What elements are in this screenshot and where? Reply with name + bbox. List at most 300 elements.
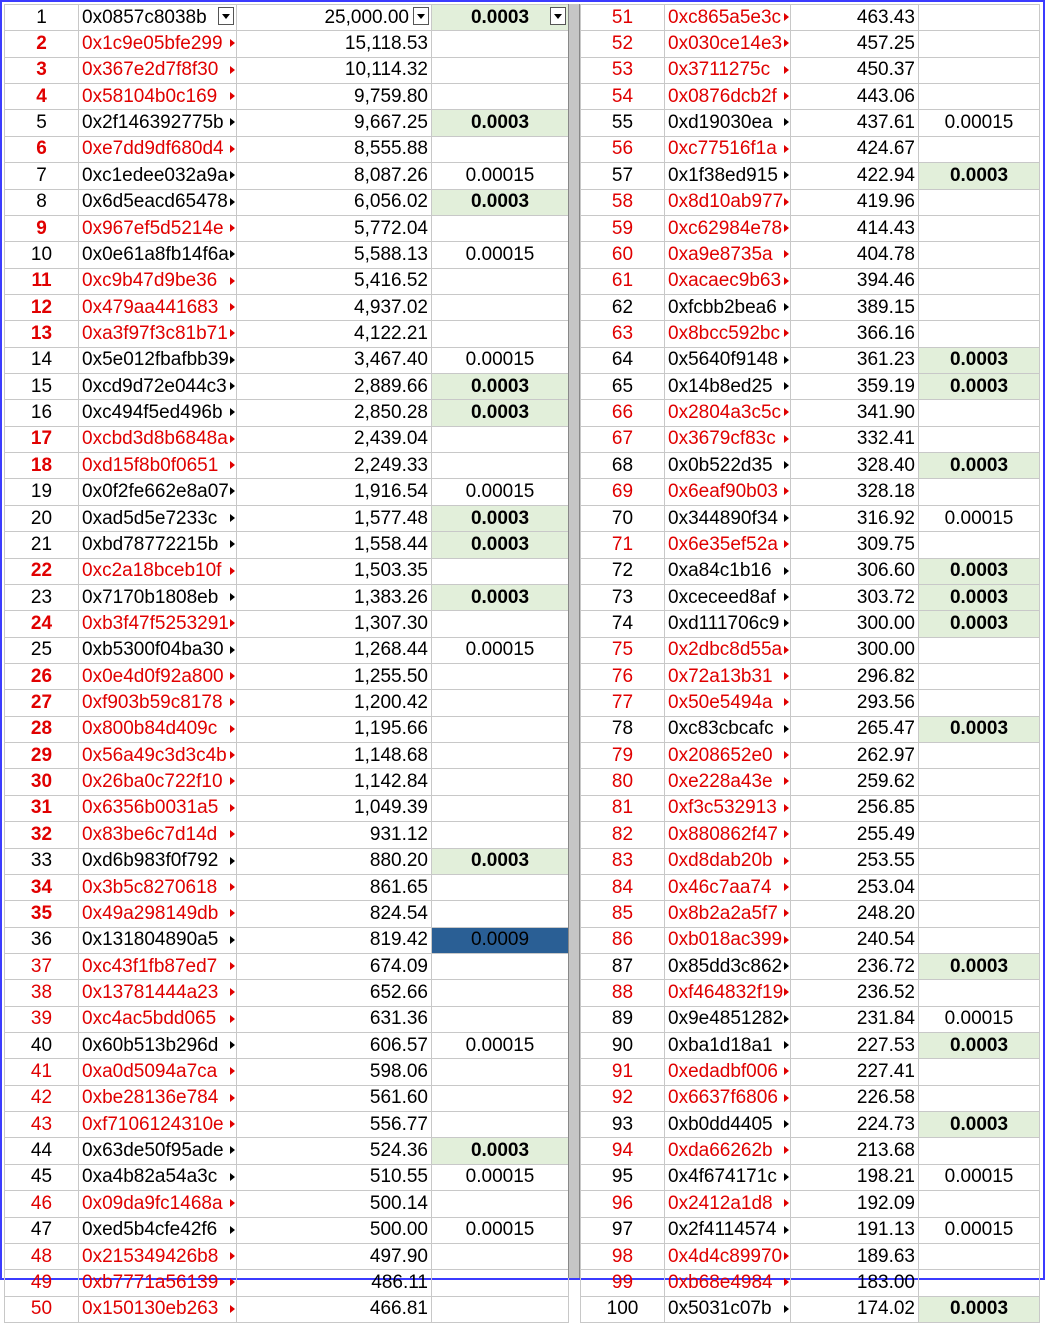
row-index-cell[interactable]: 55 [581, 110, 665, 136]
amount-cell[interactable]: 332.41 [791, 426, 919, 452]
amount-cell[interactable]: 248.20 [791, 901, 919, 927]
amount-cell[interactable]: 227.53 [791, 1033, 919, 1059]
amount-cell[interactable]: 3,467.40 [237, 347, 432, 373]
row-index-cell[interactable]: 40 [5, 1033, 79, 1059]
amount-cell[interactable]: 253.55 [791, 848, 919, 874]
amount-cell[interactable]: 389.15 [791, 294, 919, 320]
amount-cell[interactable]: 236.72 [791, 953, 919, 979]
value-cell[interactable] [432, 1112, 569, 1138]
row-index-cell[interactable]: 29 [5, 743, 79, 769]
value-cell[interactable] [919, 215, 1040, 241]
value-cell[interactable] [919, 637, 1040, 663]
address-cell[interactable] [665, 5, 791, 31]
amount-cell[interactable]: 341.90 [791, 400, 919, 426]
row-index-cell[interactable]: 18 [5, 453, 79, 479]
row-index-cell[interactable]: 9 [5, 215, 79, 241]
value-cell[interactable]: 0.00015 [919, 1164, 1040, 1190]
value-cell[interactable] [919, 242, 1040, 268]
address-cell[interactable] [79, 980, 237, 1006]
address-cell[interactable] [79, 110, 237, 136]
value-cell[interactable] [919, 822, 1040, 848]
row-index-cell[interactable]: 56 [581, 136, 665, 162]
row-index-cell[interactable]: 22 [5, 558, 79, 584]
amount-cell[interactable]: 309.75 [791, 532, 919, 558]
address-cell[interactable] [79, 268, 237, 294]
amount-cell[interactable]: 524.36 [237, 1138, 432, 1164]
row-index-cell[interactable]: 24 [5, 611, 79, 637]
address-cell[interactable] [665, 321, 791, 347]
address-cell[interactable] [79, 848, 237, 874]
address-cell[interactable] [665, 584, 791, 610]
address-cell[interactable] [79, 822, 237, 848]
row-index-cell[interactable]: 65 [581, 374, 665, 400]
value-cell[interactable] [432, 136, 569, 162]
amount-cell[interactable]: 414.43 [791, 215, 919, 241]
row-index-cell[interactable]: 5 [5, 110, 79, 136]
value-cell[interactable] [919, 5, 1040, 31]
row-index-cell[interactable]: 72 [581, 558, 665, 584]
row-index-cell[interactable]: 95 [581, 1164, 665, 1190]
row-index-cell[interactable]: 90 [581, 1033, 665, 1059]
value-cell[interactable] [919, 743, 1040, 769]
row-index-cell[interactable]: 97 [581, 1217, 665, 1243]
value-cell[interactable]: 0.00015 [919, 1217, 1040, 1243]
row-index-cell[interactable]: 52 [581, 31, 665, 57]
address-cell[interactable] [665, 347, 791, 373]
value-cell[interactable] [919, 136, 1040, 162]
amount-cell[interactable]: 189.63 [791, 1243, 919, 1269]
address-cell[interactable] [79, 611, 237, 637]
address-cell[interactable] [665, 1296, 791, 1322]
amount-cell[interactable]: 606.57 [237, 1033, 432, 1059]
row-index-cell[interactable]: 100 [581, 1296, 665, 1322]
address-cell[interactable] [665, 769, 791, 795]
address-cell[interactable] [665, 874, 791, 900]
value-cell[interactable]: 0.0003 [919, 347, 1040, 373]
amount-cell[interactable]: 819.42 [237, 927, 432, 953]
value-cell[interactable]: 0.0003 [919, 716, 1040, 742]
row-index-cell[interactable]: 34 [5, 874, 79, 900]
row-index-cell[interactable]: 93 [581, 1112, 665, 1138]
amount-cell[interactable]: 227.41 [791, 1059, 919, 1085]
row-index-cell[interactable]: 31 [5, 795, 79, 821]
value-cell[interactable]: 0.00015 [919, 1006, 1040, 1032]
amount-cell[interactable]: 466.81 [237, 1296, 432, 1322]
value-cell[interactable] [919, 769, 1040, 795]
address-cell[interactable] [79, 374, 237, 400]
amount-cell[interactable]: 931.12 [237, 822, 432, 848]
amount-cell[interactable]: 265.47 [791, 716, 919, 742]
value-cell[interactable]: 0.00015 [432, 1164, 569, 1190]
value-cell[interactable] [432, 901, 569, 927]
row-index-cell[interactable]: 57 [581, 163, 665, 189]
amount-cell[interactable]: 861.65 [237, 874, 432, 900]
address-cell[interactable] [665, 1243, 791, 1269]
address-cell[interactable] [79, 57, 237, 83]
value-cell[interactable]: 0.0003 [919, 453, 1040, 479]
amount-cell[interactable]: 9,667.25 [237, 110, 432, 136]
value-cell[interactable] [432, 980, 569, 1006]
row-index-cell[interactable]: 70 [581, 505, 665, 531]
amount-cell[interactable]: 259.62 [791, 769, 919, 795]
row-index-cell[interactable]: 20 [5, 505, 79, 531]
row-index-cell[interactable]: 23 [5, 584, 79, 610]
row-index-cell[interactable]: 82 [581, 822, 665, 848]
amount-cell[interactable]: 253.04 [791, 874, 919, 900]
value-cell[interactable]: 0.0003 [432, 189, 569, 215]
value-cell[interactable] [919, 321, 1040, 347]
address-cell[interactable] [79, 901, 237, 927]
value-cell[interactable] [919, 663, 1040, 689]
row-index-cell[interactable]: 21 [5, 532, 79, 558]
value-cell[interactable] [432, 57, 569, 83]
value-cell[interactable] [919, 1138, 1040, 1164]
amount-cell[interactable]: 231.84 [791, 1006, 919, 1032]
row-index-cell[interactable]: 7 [5, 163, 79, 189]
value-cell[interactable] [432, 874, 569, 900]
value-cell[interactable] [432, 426, 569, 452]
amount-cell[interactable]: 561.60 [237, 1085, 432, 1111]
row-index-cell[interactable]: 87 [581, 953, 665, 979]
amount-cell[interactable]: 2,889.66 [237, 374, 432, 400]
address-cell[interactable] [665, 453, 791, 479]
row-index-cell[interactable]: 59 [581, 215, 665, 241]
address-cell[interactable] [665, 637, 791, 663]
address-cell[interactable] [665, 532, 791, 558]
row-index-cell[interactable]: 81 [581, 795, 665, 821]
amount-cell[interactable]: 25,000.00 [237, 5, 432, 31]
amount-cell[interactable]: 424.67 [791, 136, 919, 162]
value-cell[interactable]: 0.0009 [432, 927, 569, 953]
address-cell[interactable] [79, 400, 237, 426]
row-index-cell[interactable]: 84 [581, 874, 665, 900]
value-cell[interactable]: 0.0003 [432, 584, 569, 610]
address-cell[interactable] [79, 479, 237, 505]
row-index-cell[interactable]: 12 [5, 294, 79, 320]
row-index-cell[interactable]: 94 [581, 1138, 665, 1164]
row-index-cell[interactable]: 33 [5, 848, 79, 874]
address-cell[interactable] [665, 743, 791, 769]
value-cell[interactable]: 0.0003 [432, 110, 569, 136]
address-cell[interactable] [665, 242, 791, 268]
address-cell[interactable] [79, 927, 237, 953]
amount-cell[interactable]: 10,114.32 [237, 57, 432, 83]
amount-cell[interactable]: 361.23 [791, 347, 919, 373]
address-cell[interactable] [79, 874, 237, 900]
address-cell[interactable] [665, 1164, 791, 1190]
row-index-cell[interactable]: 86 [581, 927, 665, 953]
amount-cell[interactable]: 598.06 [237, 1059, 432, 1085]
row-index-cell[interactable]: 35 [5, 901, 79, 927]
amount-cell[interactable]: 2,249.33 [237, 453, 432, 479]
amount-cell[interactable]: 1,049.39 [237, 795, 432, 821]
amount-cell[interactable]: 174.02 [791, 1296, 919, 1322]
amount-cell[interactable]: 5,772.04 [237, 215, 432, 241]
row-index-cell[interactable]: 99 [581, 1270, 665, 1296]
value-cell[interactable]: 0.0003 [432, 1138, 569, 1164]
address-cell[interactable] [665, 822, 791, 848]
value-cell[interactable]: 0.00015 [919, 505, 1040, 531]
amount-cell[interactable]: 183.00 [791, 1270, 919, 1296]
amount-cell[interactable]: 6,056.02 [237, 189, 432, 215]
value-cell[interactable]: 0.0003 [919, 584, 1040, 610]
value-cell[interactable]: 0.00015 [432, 163, 569, 189]
value-cell[interactable]: 0.0003 [919, 374, 1040, 400]
address-cell[interactable] [79, 1217, 237, 1243]
amount-cell[interactable]: 1,577.48 [237, 505, 432, 531]
value-cell[interactable] [432, 84, 569, 110]
amount-cell[interactable]: 9,759.80 [237, 84, 432, 110]
address-cell[interactable] [665, 110, 791, 136]
address-cell[interactable] [79, 584, 237, 610]
value-cell[interactable] [432, 611, 569, 637]
amount-cell[interactable]: 419.96 [791, 189, 919, 215]
filter-dropdown-icon[interactable] [550, 7, 566, 25]
value-cell[interactable]: 0.0003 [432, 505, 569, 531]
value-cell[interactable]: 0.00015 [432, 242, 569, 268]
row-index-cell[interactable]: 80 [581, 769, 665, 795]
value-cell[interactable] [432, 268, 569, 294]
value-cell[interactable] [432, 953, 569, 979]
address-cell[interactable] [79, 294, 237, 320]
amount-cell[interactable]: 422.94 [791, 163, 919, 189]
value-cell[interactable]: 0.0003 [919, 1033, 1040, 1059]
value-cell[interactable] [432, 1085, 569, 1111]
value-cell[interactable] [432, 663, 569, 689]
row-index-cell[interactable]: 30 [5, 769, 79, 795]
value-cell[interactable] [919, 1191, 1040, 1217]
row-index-cell[interactable]: 39 [5, 1006, 79, 1032]
value-cell[interactable] [919, 901, 1040, 927]
amount-cell[interactable]: 631.36 [237, 1006, 432, 1032]
amount-cell[interactable]: 240.54 [791, 927, 919, 953]
row-index-cell[interactable]: 62 [581, 294, 665, 320]
row-index-cell[interactable]: 49 [5, 1270, 79, 1296]
row-index-cell[interactable]: 48 [5, 1243, 79, 1269]
amount-cell[interactable]: 224.73 [791, 1112, 919, 1138]
address-cell[interactable] [665, 426, 791, 452]
amount-cell[interactable]: 1,142.84 [237, 769, 432, 795]
value-cell[interactable] [432, 1191, 569, 1217]
address-cell[interactable] [665, 1191, 791, 1217]
address-cell[interactable] [665, 189, 791, 215]
row-index-cell[interactable]: 2 [5, 31, 79, 57]
value-cell[interactable] [919, 980, 1040, 1006]
row-index-cell[interactable]: 4 [5, 84, 79, 110]
address-cell[interactable] [665, 31, 791, 57]
amount-cell[interactable]: 8,087.26 [237, 163, 432, 189]
value-cell[interactable]: 0.0003 [919, 1112, 1040, 1138]
value-cell[interactable]: 0.00015 [432, 1033, 569, 1059]
amount-cell[interactable]: 15,118.53 [237, 31, 432, 57]
value-cell[interactable] [432, 453, 569, 479]
value-cell[interactable]: 0.00015 [919, 110, 1040, 136]
address-cell[interactable] [665, 848, 791, 874]
amount-cell[interactable]: 457.25 [791, 31, 919, 57]
value-cell[interactable]: 0.00015 [432, 1217, 569, 1243]
address-cell[interactable] [665, 268, 791, 294]
address-cell[interactable] [79, 637, 237, 663]
value-cell[interactable] [919, 479, 1040, 505]
column-split-divider[interactable] [568, 4, 580, 1278]
address-cell[interactable] [79, 1006, 237, 1032]
value-cell[interactable] [919, 848, 1040, 874]
amount-cell[interactable]: 404.78 [791, 242, 919, 268]
amount-cell[interactable]: 296.82 [791, 663, 919, 689]
value-cell[interactable] [919, 874, 1040, 900]
amount-cell[interactable]: 450.37 [791, 57, 919, 83]
address-cell[interactable] [665, 479, 791, 505]
address-cell[interactable] [665, 1006, 791, 1032]
row-index-cell[interactable]: 54 [581, 84, 665, 110]
value-cell[interactable]: 0.0003 [919, 163, 1040, 189]
address-cell[interactable] [79, 1164, 237, 1190]
row-index-cell[interactable]: 98 [581, 1243, 665, 1269]
address-cell[interactable] [665, 163, 791, 189]
amount-cell[interactable]: 2,850.28 [237, 400, 432, 426]
row-index-cell[interactable]: 69 [581, 479, 665, 505]
address-cell[interactable] [79, 716, 237, 742]
address-cell[interactable] [79, 769, 237, 795]
address-cell[interactable] [79, 1138, 237, 1164]
address-cell[interactable] [79, 215, 237, 241]
amount-cell[interactable]: 191.13 [791, 1217, 919, 1243]
amount-cell[interactable]: 1,268.44 [237, 637, 432, 663]
amount-cell[interactable]: 824.54 [237, 901, 432, 927]
address-cell[interactable] [79, 189, 237, 215]
amount-cell[interactable]: 293.56 [791, 690, 919, 716]
row-index-cell[interactable]: 78 [581, 716, 665, 742]
amount-cell[interactable]: 674.09 [237, 953, 432, 979]
row-index-cell[interactable]: 27 [5, 690, 79, 716]
row-index-cell[interactable]: 61 [581, 268, 665, 294]
address-cell[interactable] [79, 5, 237, 31]
value-cell[interactable] [432, 1006, 569, 1032]
address-cell[interactable] [665, 1270, 791, 1296]
amount-cell[interactable]: 198.21 [791, 1164, 919, 1190]
address-cell[interactable] [79, 1033, 237, 1059]
address-cell[interactable] [665, 136, 791, 162]
address-cell[interactable] [79, 690, 237, 716]
row-index-cell[interactable]: 16 [5, 400, 79, 426]
row-index-cell[interactable]: 53 [581, 57, 665, 83]
address-cell[interactable] [665, 953, 791, 979]
row-index-cell[interactable]: 28 [5, 716, 79, 742]
value-cell[interactable]: 0.00015 [432, 347, 569, 373]
address-cell[interactable] [665, 690, 791, 716]
address-cell[interactable] [79, 1059, 237, 1085]
amount-cell[interactable]: 497.90 [237, 1243, 432, 1269]
amount-cell[interactable]: 1,307.30 [237, 611, 432, 637]
row-index-cell[interactable]: 75 [581, 637, 665, 663]
address-cell[interactable] [665, 374, 791, 400]
address-cell[interactable] [665, 1138, 791, 1164]
value-cell[interactable] [432, 690, 569, 716]
row-index-cell[interactable]: 45 [5, 1164, 79, 1190]
address-cell[interactable] [79, 136, 237, 162]
value-cell[interactable] [919, 400, 1040, 426]
address-cell[interactable] [665, 1112, 791, 1138]
value-cell[interactable] [432, 716, 569, 742]
row-index-cell[interactable]: 96 [581, 1191, 665, 1217]
row-index-cell[interactable]: 92 [581, 1085, 665, 1111]
row-index-cell[interactable]: 79 [581, 743, 665, 769]
amount-cell[interactable]: 303.72 [791, 584, 919, 610]
address-cell[interactable] [79, 558, 237, 584]
value-cell[interactable] [919, 84, 1040, 110]
value-cell[interactable] [432, 558, 569, 584]
address-cell[interactable] [665, 57, 791, 83]
address-cell[interactable] [79, 532, 237, 558]
row-index-cell[interactable]: 3 [5, 57, 79, 83]
value-cell[interactable]: 0.0003 [432, 5, 569, 31]
amount-cell[interactable]: 366.16 [791, 321, 919, 347]
amount-cell[interactable]: 556.77 [237, 1112, 432, 1138]
address-cell[interactable] [79, 1085, 237, 1111]
address-cell[interactable] [79, 163, 237, 189]
amount-cell[interactable]: 463.43 [791, 5, 919, 31]
row-index-cell[interactable]: 26 [5, 663, 79, 689]
amount-cell[interactable]: 256.85 [791, 795, 919, 821]
amount-cell[interactable]: 1,200.42 [237, 690, 432, 716]
row-index-cell[interactable]: 64 [581, 347, 665, 373]
row-index-cell[interactable]: 58 [581, 189, 665, 215]
row-index-cell[interactable]: 67 [581, 426, 665, 452]
amount-cell[interactable]: 2,439.04 [237, 426, 432, 452]
amount-cell[interactable]: 5,588.13 [237, 242, 432, 268]
amount-cell[interactable]: 1,148.68 [237, 743, 432, 769]
address-cell[interactable] [665, 294, 791, 320]
amount-cell[interactable]: 328.18 [791, 479, 919, 505]
row-index-cell[interactable]: 77 [581, 690, 665, 716]
address-cell[interactable] [665, 901, 791, 927]
row-index-cell[interactable]: 51 [581, 5, 665, 31]
value-cell[interactable] [432, 795, 569, 821]
amount-cell[interactable]: 359.19 [791, 374, 919, 400]
row-index-cell[interactable]: 36 [5, 927, 79, 953]
address-cell[interactable] [79, 1243, 237, 1269]
value-cell[interactable] [432, 822, 569, 848]
address-cell[interactable] [665, 400, 791, 426]
amount-cell[interactable]: 236.52 [791, 980, 919, 1006]
value-cell[interactable]: 0.0003 [919, 953, 1040, 979]
row-index-cell[interactable]: 15 [5, 374, 79, 400]
address-cell[interactable] [79, 1296, 237, 1322]
row-index-cell[interactable]: 63 [581, 321, 665, 347]
row-index-cell[interactable]: 66 [581, 400, 665, 426]
value-cell[interactable] [919, 57, 1040, 83]
amount-cell[interactable]: 5,416.52 [237, 268, 432, 294]
address-cell[interactable] [79, 663, 237, 689]
address-cell[interactable] [79, 795, 237, 821]
amount-cell[interactable]: 300.00 [791, 637, 919, 663]
address-cell[interactable] [665, 716, 791, 742]
amount-cell[interactable]: 316.92 [791, 505, 919, 531]
value-cell[interactable] [432, 1296, 569, 1322]
address-cell[interactable] [79, 31, 237, 57]
address-cell[interactable] [79, 1191, 237, 1217]
amount-cell[interactable]: 300.00 [791, 611, 919, 637]
amount-cell[interactable]: 510.55 [237, 1164, 432, 1190]
value-cell[interactable]: 0.00015 [432, 637, 569, 663]
address-cell[interactable] [665, 505, 791, 531]
value-cell[interactable]: 0.0003 [919, 1296, 1040, 1322]
amount-cell[interactable]: 500.00 [237, 1217, 432, 1243]
row-index-cell[interactable]: 25 [5, 637, 79, 663]
address-cell[interactable] [665, 84, 791, 110]
address-cell[interactable] [665, 1085, 791, 1111]
address-cell[interactable] [665, 980, 791, 1006]
